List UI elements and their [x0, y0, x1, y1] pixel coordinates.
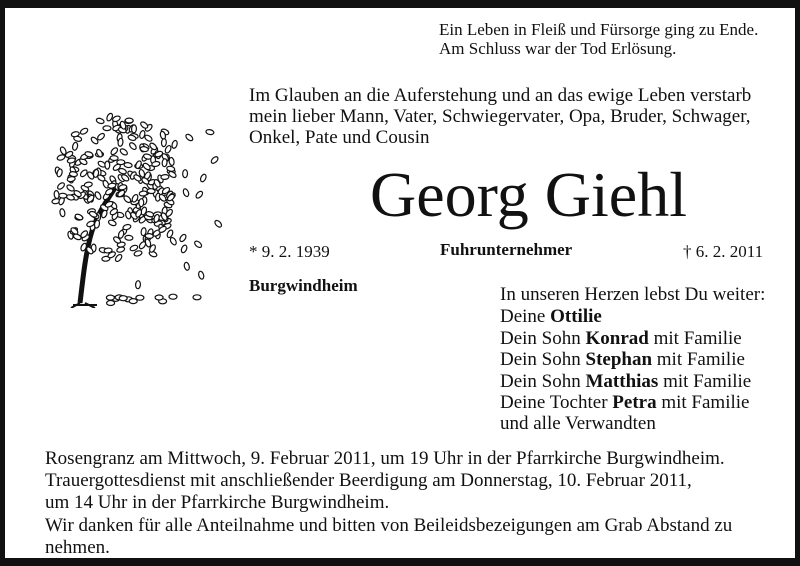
leaf-mark [84, 181, 93, 187]
leaf-mark [131, 125, 136, 133]
leaf-mark [149, 142, 158, 151]
leaf-mark [179, 233, 188, 242]
family-member-name: Ottilie [550, 306, 602, 327]
notice-line: Trauergottesdienst mit anschließender Beerdigung am Donnerstag, 10. Februar 2011, [45, 470, 692, 491]
leaf-mark [110, 147, 119, 156]
leaf-mark [123, 195, 132, 204]
leaf-mark [135, 281, 140, 289]
leaf-mark [125, 118, 133, 123]
leaf-mark [118, 168, 127, 175]
family-member-name: Petra [612, 392, 657, 413]
family-closing: und alle Verwandten [500, 413, 656, 434]
leaf-mark [96, 132, 105, 141]
leaf-mark [57, 154, 66, 161]
leaf-mark [119, 148, 128, 157]
leaf-mark [182, 188, 189, 197]
leaf-mark [140, 146, 149, 152]
family-member [500, 371, 751, 393]
leaf-mark [105, 161, 110, 169]
family-member [500, 328, 742, 350]
leaf-mark [142, 162, 151, 171]
tree-in-wind-icon [35, 108, 225, 308]
family-member-text: Dein Sohn [500, 370, 586, 392]
leaf-mark [94, 191, 102, 200]
family-member-text: mit Familie [658, 370, 752, 392]
leaf-mark [183, 170, 188, 178]
leaf-mark [122, 224, 131, 231]
family-member-text: mit Familie [652, 349, 745, 370]
leaf-mark [198, 271, 205, 280]
leaf-mark [139, 191, 148, 197]
leaf-mark [184, 262, 191, 271]
intro-line: Im Glauben an die Auferstehung und an das ewige Leben verstarb [249, 85, 752, 106]
leaf-mark [108, 183, 117, 189]
leaf-mark [171, 140, 178, 149]
notice-line: Wir danken für alle Anteilnahme und bitten von Beileidsbezeigungen am Grab Abstand zu [45, 515, 733, 536]
notice-line: Rosengranz am Mittwoch, 9. Februar 2011, um 19 Uhr in der Pfarrkirche Burgwindheim. [45, 448, 725, 469]
family-member-name: Konrad [585, 327, 649, 349]
family-member-text: Deine Tochter [500, 392, 613, 413]
leaf-mark [145, 233, 153, 238]
leaf-mark [118, 138, 124, 147]
leaf-mark [210, 155, 219, 164]
leaf-mark [108, 219, 117, 227]
birth-date: * 9. 2. 1939 [249, 242, 330, 261]
leaf-mark [141, 227, 147, 236]
family-member [500, 306, 602, 328]
leaf-mark [193, 240, 202, 249]
leaf-mark [162, 158, 168, 167]
family-member-text: Dein Sohn [500, 349, 586, 370]
notice-line: nehmen. [45, 537, 110, 558]
intro-line: Onkel, Pate und Cousin [249, 127, 430, 148]
leaf-mark [161, 174, 169, 179]
intro-line: mein lieber Mann, Vater, Schwiegervater, Opa, Bruder, Schwager, [249, 106, 751, 127]
family-heading: In unseren Herzen lebst Du weiter: [500, 284, 766, 305]
leaf-mark [140, 121, 149, 130]
leaf-mark [125, 235, 133, 240]
leaf-mark [139, 199, 144, 207]
motto-line: Am Schluss war der Tod Erlösung. [439, 39, 677, 58]
family-member [500, 349, 745, 371]
leaf-mark [56, 182, 65, 191]
leaf-mark [144, 134, 153, 142]
leaf-mark [72, 142, 78, 151]
leaf-mark [161, 138, 166, 146]
family-member-text: Dein Sohn [500, 327, 586, 349]
deceased-name: Georg Giehl [370, 159, 687, 230]
leaf-mark [107, 301, 115, 306]
leaf-mark [129, 299, 137, 304]
leaf-mark [96, 117, 105, 124]
leaf-mark [59, 193, 67, 198]
leaf-mark [169, 294, 177, 299]
leaf-mark [214, 219, 223, 228]
family-member-text: Deine [500, 306, 551, 327]
leaf-mark [66, 184, 75, 192]
leaf-mark [89, 210, 98, 218]
motto-line: Ein Leben in Fleiß und Fürsorge ging zu Ende. [439, 20, 759, 39]
leaf-mark [205, 129, 214, 135]
leaf-mark [128, 142, 137, 151]
family-member-name: Stephan [585, 349, 653, 370]
leaf-mark [79, 127, 88, 135]
profession: Fuhrunternehmer [440, 240, 573, 259]
leaf-mark [118, 230, 125, 239]
leaf-mark [180, 244, 188, 253]
leaf-mark [106, 295, 114, 300]
family-member-text: mit Familie [648, 327, 742, 349]
leaf-mark [199, 173, 207, 182]
death-date: † 6. 2. 2011 [683, 242, 764, 261]
leaf-mark [185, 133, 194, 142]
leaf-mark [195, 190, 204, 199]
leaf-mark [169, 237, 177, 246]
leaf-mark [110, 155, 118, 160]
leaf-mark [59, 208, 65, 217]
family-member [500, 392, 749, 414]
leaf-mark [119, 296, 127, 301]
leaf-mark [155, 295, 163, 300]
family-member-text: mit Familie [656, 392, 750, 413]
family-member-name: Matthias [585, 370, 659, 392]
notice-line: um 14 Uhr in der Pfarrkirche Burgwindheim. [45, 492, 390, 513]
place: Burgwindheim [249, 276, 358, 295]
leaf-mark [103, 126, 111, 131]
leaf-mark [133, 250, 142, 257]
leaf-mark [193, 295, 201, 300]
